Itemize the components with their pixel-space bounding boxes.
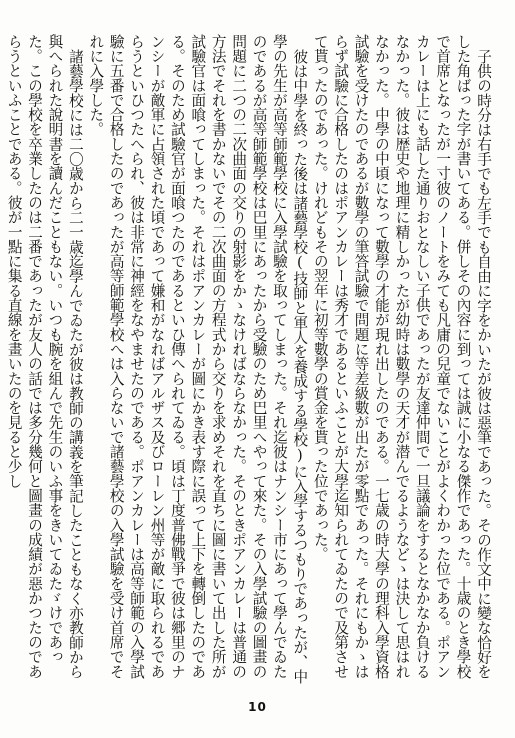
paragraph-3: 諸藝學校には二〇歳から二一歳迄學んでゐたが彼は教師の講義を筆記したこともなく亦教師から與へられた說明書を讀んだこともない。いつも腕を組んで先生のいふ事をきいてゐたゞけであった。この學校を卒業したのは二番であったが友人の話では多分幾何と圖畫の成績が惡かつたのであらうといふことである。彼が一點に集る直線を畫いたのを見ると少し — [5, 34, 84, 679]
vertical-text-body — [5, 34, 493, 684]
paragraph-1: 子供の時分は右手でも左手でも自由に字をかいたが彼は惡筆であった。その作文中に變な恰好をした角ばった字が書いてある。併しその內容に到っては誠に小なる傑作であった。十歳のとき學校で首席となったが一寸彼のノートをみても凡庸の兒童でないことがよくわかった位である。ポアンカレーは上にも話した通りおとなしい子供であったが友達仲間で一旦議論をするとなかなか負けるなかった。彼は歴史や地理に精しかったが幼時は數學の天才が潜んでるようなどゝは決して思はれなかった。中學の中頃になって數學の才能が現れ出したのである。一七歳の時大學の理科入學資格試驗を受けたのであるが數學の筆答試驗で問題に等差級數が出たが零點であった。それにもかゝはらず試驗に合格したのはポアンカレーは秀才であるといふことが大學迄知られてゐたので及第させて貰ったのであった。けれどもその翌年に初等數學の賞金を貰った位であった。 — [311, 34, 492, 679]
page-number: 10 — [248, 700, 267, 714]
paragraph-2: 彼は中學を終った後は諸藝學校(技師と軍人を養成する學校)に入學するつもりであったが、中學の先生が高等師範學校に入學試驗を取ってしまった。それ迄彼はナンシー市にあって學んでゐたのであるが高等師範學校は巴里にあったから受驗のため巴里へやって來た。その入學試驗の圖畫の問題に二つの二次曲面の交りの射影をかゝなければならなかった。そのときポアンカレーは普通の方法でそれを書かないでその二次曲面の方程式から交りを求めそれを直ちに圖に書いて出した所が試驗官は面喰ってしまった。それはポアンカレーが圖にかき表す際に誤って上下を轉倒したのである。そのため試驗官が面喰つたのであるといひ傳へられてゐる。頃は丁度普佛戰爭で彼は郷里のナンシーが敵軍に占領された頃であって嫌和がなればアルザス及びローレン州等が敵に取られるであらうといひつたへられ、彼は非常に神經をなやませたのである。ポアンカレーは高等師範の入學試驗に五番で合格したのであったが高等師範學校へは入らないで諸藝學校の入學試驗を受け首席でそれに入學した。 — [87, 34, 309, 684]
